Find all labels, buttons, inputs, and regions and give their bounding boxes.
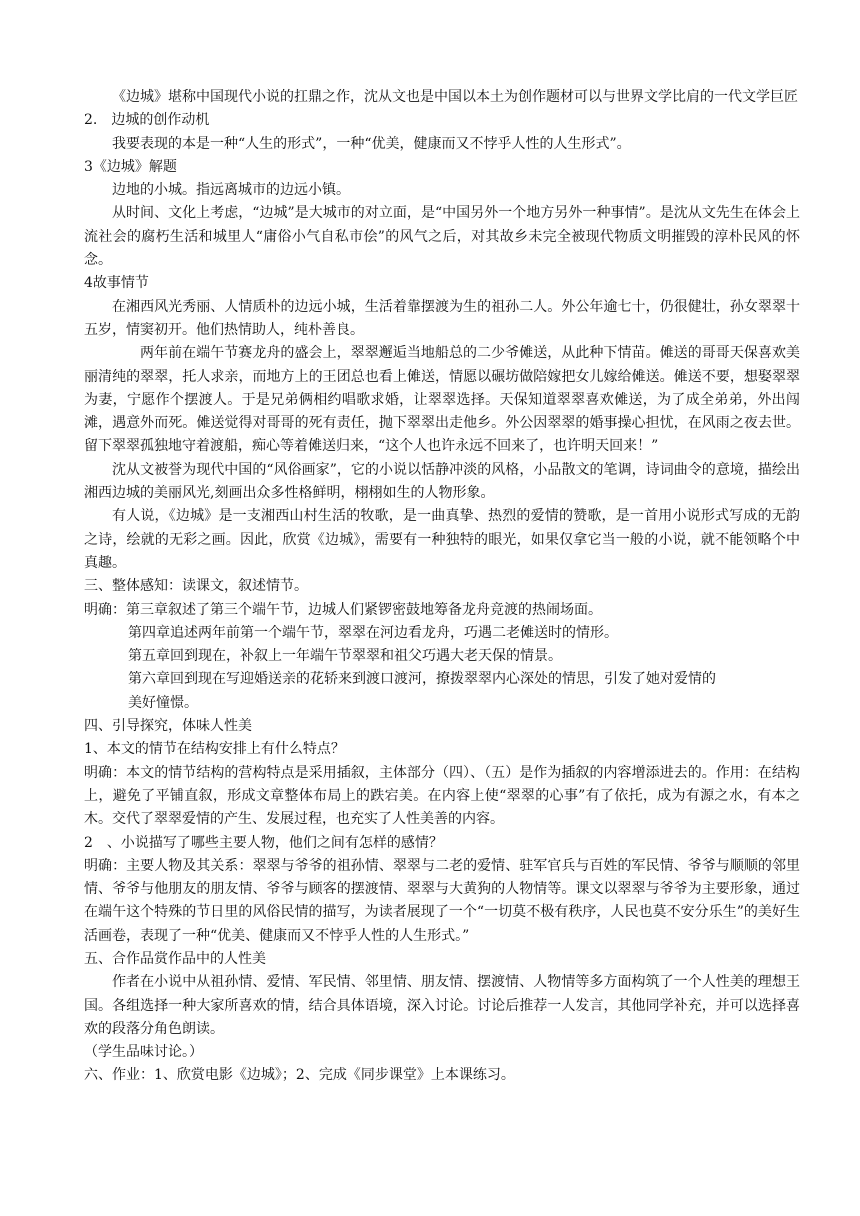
answer-1: 明确：本文的情节结构的营构特点是采用插叙，主体部分（四）、（五）是作为插叙的内容增添进去的。作用：在结构上，避免了平铺直叙，形成文章整体布局上的跌宕美。在内容上使“翠翠的心事”有了依托，成为有源之水，有本之木。交代了翠翠爱情的产生、发展过程，也充实了人性美善的内容。 bbox=[84, 764, 800, 828]
paragraph-time-culture: 从时间、文化上考虑，“边城”是大城市的对立面，是“中国另外一个地方另外一种事情”。是沈从文先生在体会上流社会的腐朽生活和城里人“庸俗小气自私市侩”的风气之后，对其故乡未完全被现代物质文明摧毁的淳朴民风的怀念。 bbox=[84, 205, 800, 269]
paragraph-plot-setting: 在湘西风光秀丽、人情质朴的边远小城，生活着靠摆渡为生的祖孙二人。外公年逾七十，仍很健壮，孙女翠翠十五岁，情窦初开。他们热情助人，纯朴善良。 bbox=[84, 298, 800, 338]
paragraph-appreciation: 有人说，《边城》是一支湘西山村生活的牧歌，是一曲真挚、热烈的爱情的赞歌，是一首用小说形式写成的无韵之诗，绘就的无彩之画。因此，欣赏《边城》，需要有一种独特的眼光，如果仅拿它当一般的小说，就不能领略个中真趣。 bbox=[84, 508, 800, 571]
heading-title-explanation: 3《边城》解题 bbox=[84, 158, 177, 175]
paragraph-author-style: 沈从文被誉为现代中国的“风俗画家”，它的小说以恬静冲淡的风格，小品散文的笔调，诗词曲令的意境，描绘出湘西边城的美丽风光,刻画出众多性格鲜明，栩栩如生的人物形象。 bbox=[84, 461, 800, 502]
paragraph-border-town: 边地的小城。指远离城市的边远小镇。 bbox=[112, 182, 350, 199]
answer-2: 明确：主要人物及其关系：翠翠与爷爷的祖孙情、翠翠与二老的爱情、驻军官兵与百姓的军民情、爷爷与顺顺的邻里情、爷爷与他朋友的朋友情、爷爷与顾客的摆渡情、翠翠与大黄狗的人物情等。课文以翠翠与爷爷为主要形象，通过在端午这个特殊的节日里的风俗民情的描写，为读者展现了一个“一切莫不极有秩序，人民也莫不安分乐生”的美好生活画卷，表现了一种“优美、健康而又不悖乎人性的人生形式。” bbox=[84, 857, 800, 944]
heading-overall-perception: 三、整体感知：读课文，叙述情节。 bbox=[84, 578, 308, 595]
paragraph-chapter-6-end: 美好憧憬。 bbox=[128, 694, 198, 711]
heading-cooperation: 五、合作品赏作品中的人性美 bbox=[84, 950, 266, 967]
paragraph-chapter-5: 第五章回到现在，补叙上一年端午节翠翠和祖父巧遇大老天保的情景。 bbox=[128, 648, 562, 665]
heading-plot: 4故事情节 bbox=[84, 275, 149, 292]
paragraph-motivation: 我要表现的本是一种“人生的形式”，一种“优美，健康而又不悖乎人性的人生形式”。 bbox=[112, 135, 631, 152]
paragraph-plot-story: 两年前在端午节赛龙舟的盛会上，翠翠邂逅当地船总的二少爷傩送，从此种下情苗。傩送的哥哥天保喜欢美丽清纯的翠翠，托人求亲，而地方上的王团总也看上傩送，情愿以碾坊做陪嫁把女儿嫁给傩送。傩送不要，想娶翠翠为妻，宁愿作个摆渡人。于是兄弟俩相约唱歌求婚，让翠翠选择。天保知道翠翠喜欢傩送，为了成全弟弟，外出闯滩，遇意外而死。傩送觉得对哥哥的死有责任，抛下翠翠出走他乡。外公因翠翠的婚事操心担忧，在风雨之夜去世。留下翠翠孤独地守着渡船，痴心等着傩送归来，“这个人也许永远不回来了，也许明天回来！” bbox=[84, 345, 800, 455]
document-body bbox=[84, 86, 800, 1088]
paragraph-intro: 《边城》堪称中国现代小说的扛鼎之作，沈从文也是中国以本土为创作题材可以与世界文学比肩的一代文学巨匠 bbox=[112, 89, 798, 105]
paragraph-chapter-3: 明确：第三章叙述了第三个端午节，边城人们紧锣密鼓地筹备龙舟竞渡的热闹场面。 bbox=[84, 601, 602, 618]
paragraph-homework: 六、作业：1、欣赏电影《边城》；2、完成《同步课堂》上本课练习。 bbox=[84, 1067, 515, 1084]
heading-explore: 四、引导探究，体味人性美 bbox=[84, 718, 252, 735]
paragraph-cooperation: 作者在小说中从祖孙情、爱情、军民情、邻里情、朋友情、摆渡情、人物情等多方面构筑了一个人性美的理想王国。各组选择一种大家所喜欢的情，结合具体语境，深入讨论。讨论后推荐一人发言，其他同学补充，并可以选择喜欢的段落分角色朗读。 bbox=[84, 974, 800, 1037]
heading-motivation: 2. 边城的创作动机 bbox=[84, 112, 210, 129]
question-2: 2 、小说描写了哪些主要人物，他们之间有怎样的感情？ bbox=[84, 834, 443, 851]
paragraph-chapter-6: 第六章回到现在写迎婚送亲的花轿来到渡口渡河，撩拨翠翠内心深处的情思，引发了她对爱情的 bbox=[128, 671, 716, 688]
question-1: 1、本文的情节在结构安排上有什么特点？ bbox=[84, 741, 345, 758]
paragraph-discussion: （学生品味讨论。） bbox=[84, 1044, 203, 1061]
paragraph-chapter-4: 第四章追述两年前第一个端午节，翠翠在河边看龙舟，巧遇二老傩送时的情形。 bbox=[128, 624, 618, 641]
